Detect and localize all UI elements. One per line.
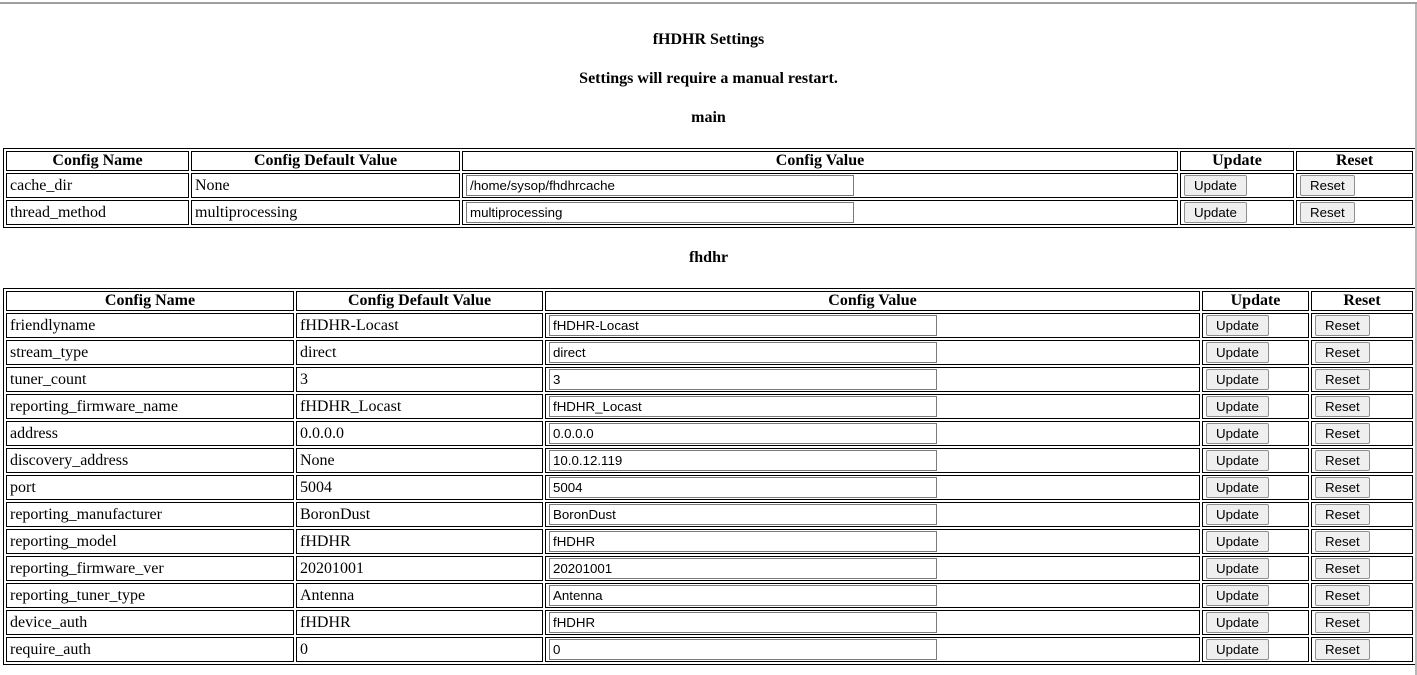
update-cell xyxy=(1202,583,1309,608)
reset-cell xyxy=(1311,556,1413,581)
config-row xyxy=(6,313,1413,338)
settings-table-main xyxy=(3,148,1416,228)
config-default-cell: 20201001 xyxy=(296,556,543,581)
update-button[interactable]: Update xyxy=(1206,504,1269,525)
update-cell xyxy=(1202,502,1309,527)
config-value-input[interactable] xyxy=(549,369,937,390)
reset-button[interactable]: Reset xyxy=(1315,531,1370,552)
config-value-input[interactable] xyxy=(466,175,854,196)
update-button[interactable]: Update xyxy=(1206,396,1269,417)
config-default-cell: fHDHR xyxy=(296,610,543,635)
config-value-cell xyxy=(545,529,1200,554)
config-value-input[interactable] xyxy=(549,585,937,606)
config-row xyxy=(6,421,1413,446)
config-default-cell: fHDHR_Locast xyxy=(296,394,543,419)
config-name-cell: cache_dir xyxy=(6,173,189,198)
config-row xyxy=(6,475,1413,500)
config-default-cell: 3 xyxy=(296,367,543,392)
config-name-cell: require_auth xyxy=(6,637,294,662)
config-name-cell: reporting_firmware_ver xyxy=(6,556,294,581)
config-value-input[interactable] xyxy=(549,450,937,471)
section-title-fhdhr: fhdhr xyxy=(688,249,729,266)
config-default-cell: fHDHR-Locast xyxy=(296,313,543,338)
reset-cell xyxy=(1296,173,1413,198)
update-button[interactable]: Update xyxy=(1206,342,1269,363)
reset-button[interactable]: Reset xyxy=(1315,585,1370,606)
reset-cell xyxy=(1311,448,1413,473)
update-button[interactable]: Update xyxy=(1206,639,1269,660)
reset-button[interactable]: Reset xyxy=(1315,369,1370,390)
config-value-cell xyxy=(545,583,1200,608)
update-button[interactable]: Update xyxy=(1206,450,1269,471)
config-default-cell: 0 xyxy=(296,637,543,662)
config-value-input[interactable] xyxy=(549,612,937,633)
config-value-input[interactable] xyxy=(549,477,937,498)
config-name-cell: address xyxy=(6,421,294,446)
config-value-cell xyxy=(545,421,1200,446)
reset-cell xyxy=(1311,340,1413,365)
update-cell xyxy=(1202,340,1309,365)
reset-button[interactable]: Reset xyxy=(1315,477,1370,498)
config-value-cell xyxy=(545,448,1200,473)
config-value-cell xyxy=(545,502,1200,527)
reset-button[interactable]: Reset xyxy=(1315,450,1370,471)
update-button[interactable]: Update xyxy=(1206,369,1269,390)
reset-cell xyxy=(1311,475,1413,500)
update-cell xyxy=(1202,475,1309,500)
config-name-cell: reporting_tuner_type xyxy=(6,583,294,608)
config-row xyxy=(6,340,1413,365)
reset-button[interactable]: Reset xyxy=(1315,396,1370,417)
update-cell xyxy=(1180,200,1294,225)
reset-button[interactable]: Reset xyxy=(1315,423,1370,444)
reset-button[interactable]: Reset xyxy=(1315,639,1370,660)
config-default-cell: 0.0.0.0 xyxy=(296,421,543,446)
update-cell xyxy=(1202,367,1309,392)
reset-cell xyxy=(1311,637,1413,662)
reset-cell xyxy=(1311,502,1413,527)
header-row xyxy=(6,291,1413,311)
column-header-reset: Reset xyxy=(1311,291,1413,311)
reset-button[interactable]: Reset xyxy=(1315,558,1370,579)
config-value-input[interactable] xyxy=(549,558,937,579)
config-value-cell xyxy=(545,367,1200,392)
config-value-cell xyxy=(462,173,1178,198)
config-name-cell: device_auth xyxy=(6,610,294,635)
reset-cell xyxy=(1311,367,1413,392)
config-value-input[interactable] xyxy=(549,396,937,417)
config-name-cell: thread_method xyxy=(6,200,189,225)
settings-table-fhdhr xyxy=(3,288,1416,665)
config-value-input[interactable] xyxy=(466,202,854,223)
config-row xyxy=(6,556,1413,581)
update-cell xyxy=(1202,637,1309,662)
update-button[interactable]: Update xyxy=(1206,477,1269,498)
update-cell xyxy=(1202,421,1309,446)
update-button[interactable]: Update xyxy=(1206,423,1269,444)
config-value-cell xyxy=(545,556,1200,581)
update-button[interactable]: Update xyxy=(1206,558,1269,579)
config-default-cell: Antenna xyxy=(296,583,543,608)
update-cell xyxy=(1202,448,1309,473)
config-default-cell: None xyxy=(191,173,460,198)
column-header-update: Update xyxy=(1202,291,1309,311)
reset-button[interactable]: Reset xyxy=(1300,175,1355,196)
reset-button[interactable]: Reset xyxy=(1315,504,1370,525)
update-cell xyxy=(1202,610,1309,635)
config-value-input[interactable] xyxy=(549,639,937,660)
update-cell xyxy=(1202,313,1309,338)
config-value-cell xyxy=(545,610,1200,635)
config-row xyxy=(6,394,1413,419)
config-row xyxy=(6,610,1413,635)
config-row xyxy=(6,637,1413,662)
reset-cell xyxy=(1311,610,1413,635)
update-button[interactable]: Update xyxy=(1206,315,1269,336)
reset-button[interactable]: Reset xyxy=(1315,342,1370,363)
page-title: fHDHR Settings xyxy=(652,31,765,48)
config-value-input[interactable] xyxy=(549,315,937,336)
window-top-edge xyxy=(0,2,1417,4)
column-header-config-value: Config Value xyxy=(462,151,1178,171)
update-button[interactable]: Update xyxy=(1206,531,1269,552)
column-header-default-value: Config Default Value xyxy=(191,151,460,171)
config-row xyxy=(6,367,1413,392)
column-header-update: Update xyxy=(1180,151,1294,171)
config-value-input[interactable] xyxy=(549,423,937,444)
restart-notice: Settings will require a manual restart. xyxy=(579,70,838,87)
reset-cell xyxy=(1311,313,1413,338)
config-value-cell xyxy=(545,637,1200,662)
config-name-cell: tuner_count xyxy=(6,367,294,392)
config-value-cell xyxy=(545,313,1200,338)
config-default-cell: fHDHR xyxy=(296,529,543,554)
config-name-cell: reporting_manufacturer xyxy=(6,502,294,527)
reset-cell xyxy=(1311,583,1413,608)
update-cell xyxy=(1180,173,1294,198)
config-name-cell: friendlyname xyxy=(6,313,294,338)
update-cell xyxy=(1202,394,1309,419)
update-cell xyxy=(1202,529,1309,554)
reset-cell xyxy=(1296,200,1413,225)
config-value-cell xyxy=(545,340,1200,365)
column-header-config-value: Config Value xyxy=(545,291,1200,311)
config-default-cell: direct xyxy=(296,340,543,365)
reset-cell xyxy=(1311,529,1413,554)
config-default-cell: BoronDust xyxy=(296,502,543,527)
reset-button[interactable]: Reset xyxy=(1315,612,1370,633)
update-button[interactable]: Update xyxy=(1184,202,1247,223)
update-button[interactable]: Update xyxy=(1206,585,1269,606)
update-button[interactable]: Update xyxy=(1184,175,1247,196)
reset-cell xyxy=(1311,394,1413,419)
config-name-cell: reporting_firmware_name xyxy=(6,394,294,419)
column-header-config-name: Config Name xyxy=(6,151,189,171)
config-default-cell: None xyxy=(296,448,543,473)
update-button[interactable]: Update xyxy=(1206,612,1269,633)
config-value-input[interactable] xyxy=(549,531,937,552)
config-row xyxy=(6,583,1413,608)
update-cell xyxy=(1202,556,1309,581)
reset-button[interactable]: Reset xyxy=(1300,202,1355,223)
column-header-config-name: Config Name xyxy=(6,291,294,311)
config-value-input[interactable] xyxy=(549,342,937,363)
config-name-cell: reporting_model xyxy=(6,529,294,554)
config-value-cell xyxy=(545,475,1200,500)
config-row xyxy=(6,529,1413,554)
config-default-cell: multiprocessing xyxy=(191,200,460,225)
reset-cell xyxy=(1311,421,1413,446)
config-row xyxy=(6,173,1413,198)
config-row xyxy=(6,502,1413,527)
config-name-cell: stream_type xyxy=(6,340,294,365)
config-row xyxy=(6,448,1413,473)
config-value-cell xyxy=(462,200,1178,225)
reset-button[interactable]: Reset xyxy=(1315,315,1370,336)
column-header-reset: Reset xyxy=(1296,151,1413,171)
header-row xyxy=(6,151,1413,171)
config-name-cell: discovery_address xyxy=(6,448,294,473)
config-value-input[interactable] xyxy=(549,504,937,525)
column-header-default-value: Config Default Value xyxy=(296,291,543,311)
config-default-cell: 5004 xyxy=(296,475,543,500)
config-name-cell: port xyxy=(6,475,294,500)
section-title-main: main xyxy=(691,109,726,126)
config-row xyxy=(6,200,1413,225)
config-value-cell xyxy=(545,394,1200,419)
